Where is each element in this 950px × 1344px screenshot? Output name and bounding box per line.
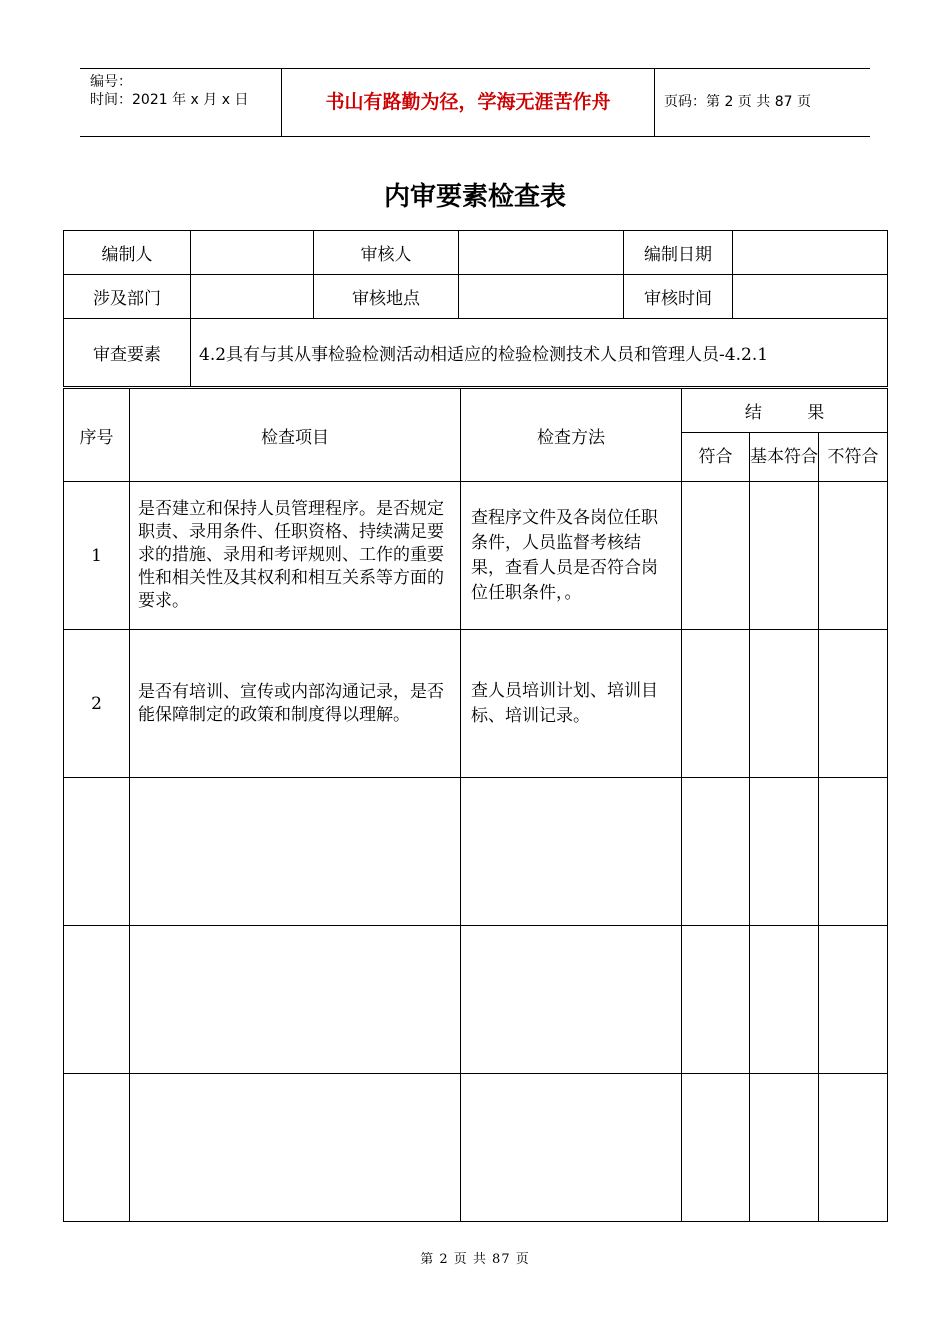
reviewer-label: 审核人 xyxy=(314,231,459,275)
row-method[interactable] xyxy=(461,926,682,1074)
row-conform-cell[interactable] xyxy=(682,778,750,926)
audit-time-field[interactable] xyxy=(733,275,888,319)
item-header: 检查项目 xyxy=(130,389,461,482)
page-header xyxy=(80,68,870,137)
row-nonconform-cell[interactable] xyxy=(819,926,888,1074)
row-conform-cell[interactable] xyxy=(682,926,750,1074)
element-label: 审查要素 xyxy=(64,319,191,387)
compiler-field[interactable] xyxy=(191,231,314,275)
row-nonconform-cell[interactable] xyxy=(819,630,888,778)
row-method: 查人员培训计划、培训目标、培训记录。 xyxy=(461,630,682,778)
row-seq xyxy=(64,926,130,1074)
audit-place-label: 审核地点 xyxy=(314,275,459,319)
row-basic-conform-cell[interactable] xyxy=(750,778,819,926)
table-row xyxy=(64,482,888,630)
header-divider xyxy=(654,69,655,136)
result-header: 结 果 xyxy=(682,389,888,433)
info-table xyxy=(63,230,888,387)
row-basic-conform-cell[interactable] xyxy=(750,926,819,1074)
element-value: 4.2具有与其从事检验检测活动相适应的检验检测技术人员和管理人员-4.2.1 xyxy=(191,319,888,387)
compile-date-field[interactable] xyxy=(733,231,888,275)
row-seq: 2 xyxy=(64,630,130,778)
row-seq xyxy=(64,778,130,926)
method-header: 检查方法 xyxy=(461,389,682,482)
audit-time-label: 审核时间 xyxy=(624,275,733,319)
row-seq xyxy=(64,1074,130,1222)
row-item: 是否建立和保持人员管理程序。是否规定职责、录用条件、任职资格、持续满足要求的措施、录用和考评规则、工作的重要性和相关性及其权利和相互关系等方面的要求。 xyxy=(130,482,461,630)
header-meta xyxy=(90,73,248,109)
document-number-label: 编号： xyxy=(90,74,132,90)
header-motto: 书山有路勤为径，学海无涯苦作舟 xyxy=(325,91,611,113)
conform-header: 符合 xyxy=(682,433,750,482)
table-row xyxy=(64,1074,888,1222)
document-time-label: 时间：2021 年 x 月 x 日 xyxy=(90,92,249,108)
row-seq: 1 xyxy=(64,482,130,630)
row-nonconform-cell[interactable] xyxy=(819,1074,888,1222)
seq-header: 序号 xyxy=(64,389,130,482)
check-table xyxy=(63,388,888,1222)
table-row xyxy=(64,926,888,1074)
info-row xyxy=(64,275,888,319)
department-label: 涉及部门 xyxy=(64,275,191,319)
compiler-label: 编制人 xyxy=(64,231,191,275)
table-row xyxy=(64,778,888,926)
department-field[interactable] xyxy=(191,275,314,319)
page-footer: 第 2 页 共 87 页 xyxy=(420,1252,530,1267)
row-nonconform-cell[interactable] xyxy=(819,482,888,630)
row-basic-conform-cell[interactable] xyxy=(750,1074,819,1222)
row-conform-cell[interactable] xyxy=(682,482,750,630)
compile-date-label: 编制日期 xyxy=(624,231,733,275)
row-item[interactable] xyxy=(130,926,461,1074)
row-basic-conform-cell[interactable] xyxy=(750,630,819,778)
row-nonconform-cell[interactable] xyxy=(819,778,888,926)
row-method[interactable] xyxy=(461,1074,682,1222)
row-item: 是否有培训、宣传或内部沟通记录，是否能保障制定的政策和制度得以理解。 xyxy=(130,630,461,778)
audit-place-field[interactable] xyxy=(459,275,624,319)
header-page-info: 页码：第 2 页 共 87 页 xyxy=(664,94,811,110)
row-item[interactable] xyxy=(130,778,461,926)
row-item[interactable] xyxy=(130,1074,461,1222)
nonconform-header: 不符合 xyxy=(819,433,888,482)
reviewer-field[interactable] xyxy=(459,231,624,275)
table-row xyxy=(64,630,888,778)
element-row xyxy=(64,319,888,387)
row-conform-cell[interactable] xyxy=(682,630,750,778)
document-title: 内审要素检查表 xyxy=(383,182,566,212)
row-basic-conform-cell[interactable] xyxy=(750,482,819,630)
row-method: 查程序文件及各岗位任职条件，人员监督考核结果，查看人员是否符合岗位任职条件，。 xyxy=(461,482,682,630)
info-row xyxy=(64,231,888,275)
table-header-row xyxy=(64,389,888,433)
row-conform-cell[interactable] xyxy=(682,1074,750,1222)
row-method[interactable] xyxy=(461,778,682,926)
basic-conform-header: 基本符合 xyxy=(750,433,819,482)
